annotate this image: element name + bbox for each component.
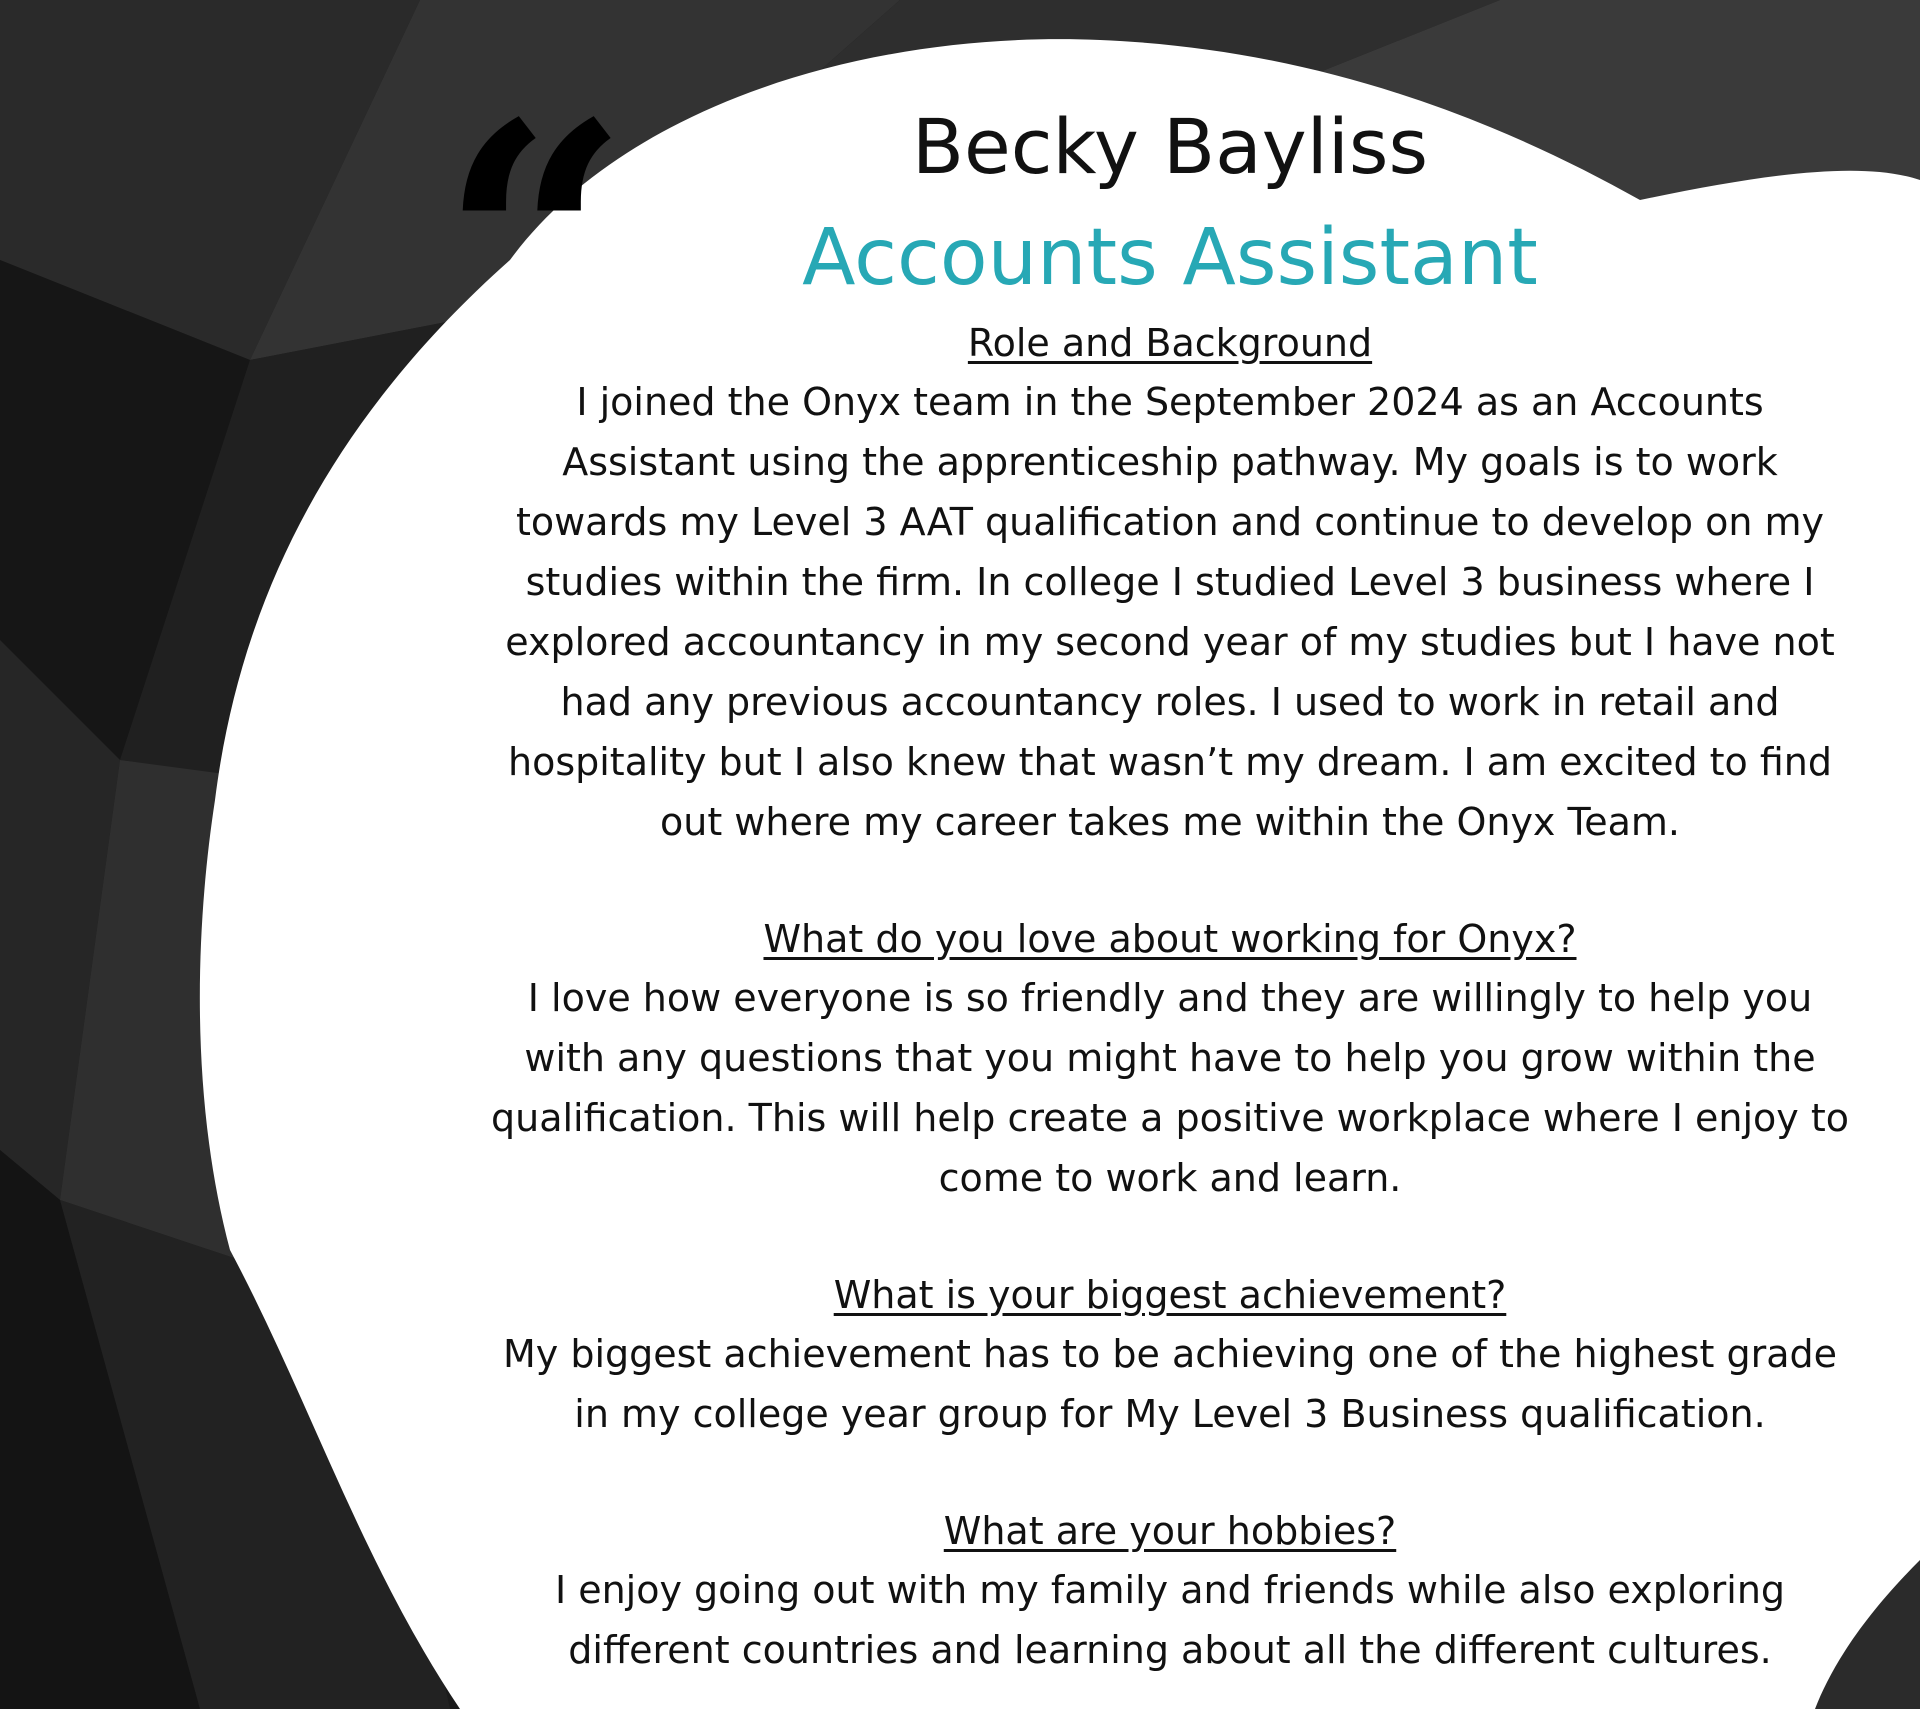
- section-hobbies: [490, 1502, 1850, 1680]
- section-heading: Role and Background: [967, 321, 1373, 365]
- section-body: I love how everyone is so friendly and they are willingly to help you with any questions that you might have to help you grow within the qualification. This will help create a positive workplace where I enjoy to come to work and learn.: [491, 976, 1849, 1200]
- section-heading: What do you love about working for Onyx?: [763, 917, 1577, 961]
- person-name: Becky Bayliss: [911, 102, 1429, 191]
- section-role-background: [490, 314, 1850, 852]
- section-body: I enjoy going out with my family and friends while also exploring different countries and learning about all the different cultures.: [554, 1568, 1786, 1672]
- profile-content: [490, 80, 1850, 1680]
- job-title: Accounts Assistant: [802, 213, 1538, 303]
- section-body: I joined the Onyx team in the September 2024 as an Accounts Assistant using the apprenticeship pathway. My goals is to work towards my Level 3 AAT qualification and continue to develop on my studies within the firm. In college I studied Level 3 business where I explored accountancy in my second year of my studies but I have not had any previous accountancy roles. I used to work in retail and hospitality but I also knew that wasn’t my dream. I am excited to find out where my career takes me within the Onyx Team.: [505, 380, 1835, 844]
- section-heading: What are your hobbies?: [943, 1509, 1397, 1553]
- quote-mark-icon: “: [440, 51, 630, 439]
- section-heading: What is your biggest achievement?: [833, 1273, 1507, 1317]
- section-achievement: [490, 1266, 1850, 1444]
- section-love-working: [490, 910, 1850, 1208]
- section-body: My biggest achievement has to be achieving one of the highest grade in my college year group for My Level 3 Business qualification.: [502, 1332, 1837, 1436]
